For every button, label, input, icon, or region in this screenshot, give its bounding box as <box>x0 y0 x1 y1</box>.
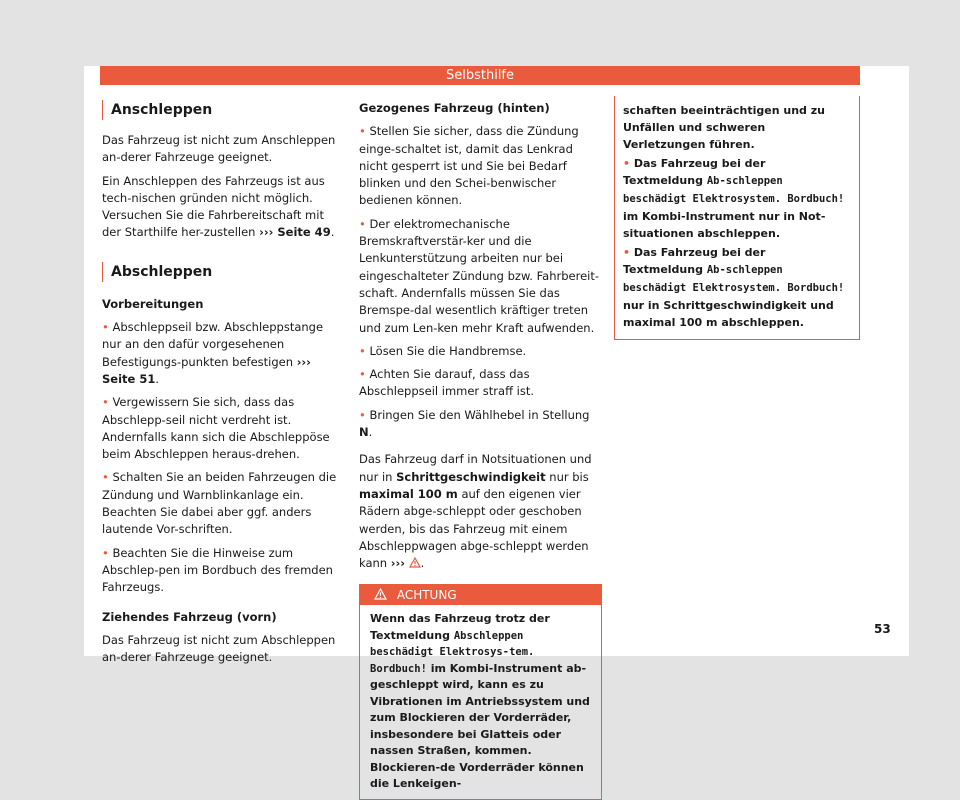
bullet-icon: • <box>359 216 366 231</box>
bullet-icon: • <box>359 367 366 382</box>
page-reference[interactable]: ››› Seite 51 <box>102 354 311 386</box>
list-item: • Achten Sie darauf, dass das Abschleppseil immer straff ist. <box>359 367 535 399</box>
warning-list-item: • Das Fahrzeug bei der Textmeldung Ab-schleppen beschädigt Elektrosystem. Bordbuch! im Kombi-Instrument nur in Not-situationen abschleppen. <box>623 157 845 240</box>
warning-list-item: • Das Fahrzeug bei der Textmeldung Ab-schleppen beschädigt Elektrosystem. Bordbuch! nur in Schrittgeschwindigkeit und maximal 100 m abschleppen. <box>623 246 845 329</box>
list-item: • Bringen Sie den Wählhebel in Stellung N. <box>359 407 590 440</box>
list-item: • Beachten Sie die Hinweise zum Abschlep-pen im Bordbuch des fremden Fahrzeugs. <box>102 545 333 595</box>
section-title-abschleppen: Abschleppen <box>102 262 340 282</box>
warning-header <box>360 585 601 605</box>
warning-text: Wenn das Fahrzeug trotz der Textmeldung Abschleppen beschädigt Elektrosys-tem. Bordbuch! im Kombi-Instrument ab-geschleppt wird, kann es zu Vibrationen im Antriebssystem und zum Blockieren der Vorderräder, insbesondere bei Glatteis oder nassen Straßen, kommen. Blockieren-de Vorderräder können die Lenkeigen- <box>370 612 590 791</box>
list-item: • Abschleppseil bzw. Abschleppstange nur an den dafür vorgesehenen Befestigungs-punkten befestigen ››› Seite 51. <box>102 320 324 386</box>
column-2 <box>359 100 602 800</box>
list-item: • Lösen Sie die Handbremse. <box>359 343 527 358</box>
list-item: • Vergewissern Sie sich, dass das Abschlepp-seil nicht verdreht ist. Andernfalls kann sich die Abschleppöse beim Abschleppen heraus-drehen. <box>102 395 330 462</box>
bullet-icon: • <box>623 246 631 259</box>
list-item: • Schalten Sie an beiden Fahrzeugen die Zündung und Warnblinkanlage ein. Beachten Sie dabei aber ggf. anders lautende Vor-schriften. <box>102 470 337 537</box>
page-number: 53 <box>874 622 891 636</box>
paragraph: Ein Anschleppen des Fahrzeugs ist aus tech-nischen gründen nicht möglich. Versuchen Sie die Fahrbereitschaft mit der Starthilfe her-zustellen ››› Seite 49. <box>102 173 335 240</box>
list-item: • Der elektromechanische Bremskraftverstär-ker und die Lenkunterstützung arbeiten nur bei eingeschalteter Zündung bzw. Fahrbereit-schaft. Andernfalls müssen Sie das Bremspe-dal wesentlich kräftiger treten und zum Len-ken mehr Kraft aufwenden. <box>359 216 600 335</box>
list-item: • Stellen Sie sicher, dass die Zündung einge-schaltet ist, damit das Lenkrad nicht gesperrt ist und Sie bei Bedarf blinken und den Schei-benwischer bedienen können. <box>359 124 579 208</box>
subheading: Gezogenes Fahrzeug (hinten) <box>359 101 550 115</box>
warning-triangle-icon <box>374 588 387 600</box>
paragraph: Das Fahrzeug ist nicht zum Abschleppen an-derer Fahrzeuge geeignet. <box>102 632 336 665</box>
bullet-icon: • <box>623 157 631 170</box>
bullet-icon: • <box>102 470 109 485</box>
page-reference[interactable]: ››› Seite 49 <box>259 225 331 240</box>
warning-box <box>359 584 602 800</box>
warning-title: ACHTUNG <box>396 588 457 603</box>
subheading: Vorbereitungen <box>102 296 204 311</box>
subheading: Ziehendes Fahrzeug (vorn) <box>102 609 277 624</box>
column-3 <box>614 96 860 340</box>
bullet-icon: • <box>359 407 366 422</box>
paragraph: Das Fahrzeug darf in Notsituationen und nur in Schrittgeschwindigkeit nur bis maximal 100 m auf den eigenen vier Rädern abge-schleppt oder geschoben werden, bis das Fahrzeug mit einem Abschleppwagen abge-schleppt werden kann ››› . <box>359 452 592 571</box>
bullet-icon: • <box>102 320 109 335</box>
bullet-icon: • <box>102 545 109 560</box>
page-header: Selbsthilfe <box>100 66 860 85</box>
warning-text: schaften beeinträchtigen und zu Unfällen und schweren Verletzungen führen. <box>623 104 825 151</box>
section-title-anschleppen: Anschleppen <box>102 100 340 120</box>
warning-reference[interactable]: ››› <box>390 556 405 571</box>
warning-triangle-icon <box>409 557 421 568</box>
paragraph: Das Fahrzeug ist nicht zum Anschleppen an-derer Fahrzeuge geeignet. <box>102 133 336 165</box>
column-1 <box>102 100 340 672</box>
bullet-icon: • <box>359 343 366 358</box>
bullet-icon: • <box>102 395 109 410</box>
warning-box-continued <box>614 96 860 340</box>
bullet-icon: • <box>359 124 366 139</box>
